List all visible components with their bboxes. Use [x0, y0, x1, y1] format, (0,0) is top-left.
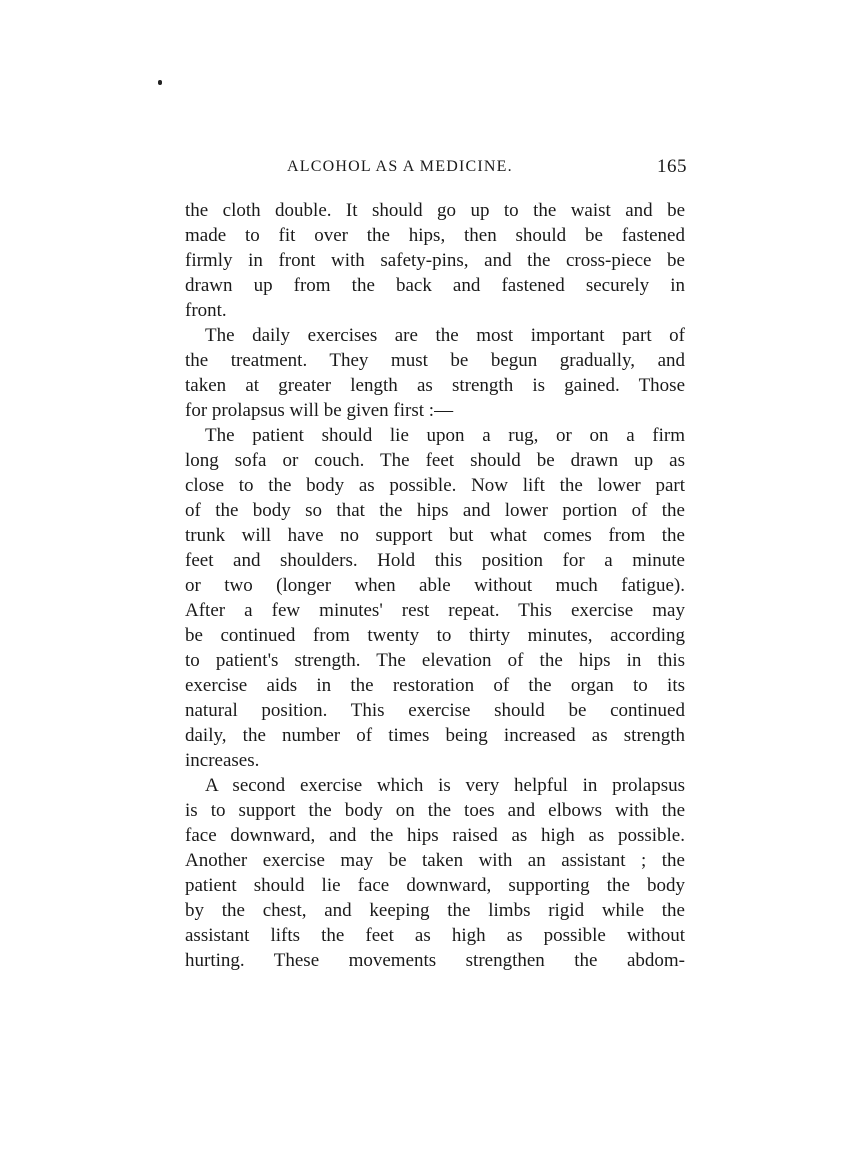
text-line: trunk will have no support but what comes from the	[185, 525, 685, 546]
running-title: ALCOHOL AS A MEDICINE.	[287, 158, 513, 175]
text-line: natural position. This exercise should be continued	[185, 700, 685, 721]
text-line: for prolapsus will be given first :—	[185, 400, 454, 421]
text-line: by the chest, and keeping the limbs rigid while the	[185, 900, 685, 921]
text-line: daily, the number of times being increased as strength	[185, 725, 685, 746]
text-line: of the body so that the hips and lower portion of the	[185, 500, 685, 521]
text-line: the cloth double. It should go up to the waist and be	[185, 200, 685, 221]
text-line: taken at greater length as strength is gained. Those	[185, 375, 685, 396]
text-line: to patient's strength. The elevation of the hips in this	[185, 650, 685, 671]
text-line: assistant lifts the feet as high as possible without	[185, 925, 685, 946]
text-line: is to support the body on the toes and elbows with the	[185, 800, 685, 821]
text-line: made to fit over the hips, then should be fastened	[185, 225, 685, 246]
text-line: be continued from twenty to thirty minutes, according	[185, 625, 685, 646]
text-line: or two (longer when able without much fatigue).	[185, 575, 685, 596]
ink-speck	[158, 80, 162, 85]
text-line: drawn up from the back and fastened securely in	[185, 275, 685, 296]
text-line: exercise aids in the restoration of the organ to its	[185, 675, 685, 696]
paragraph-first-line: A second exercise which is very helpful in prolapsus	[205, 775, 685, 796]
text-line: feet and shoulders. Hold this position for a minute	[185, 550, 685, 571]
page-number: 165	[657, 156, 687, 177]
text-line: face downward, and the hips raised as high as possible.	[185, 825, 685, 846]
text-line: patient should lie face downward, supporting the body	[185, 875, 685, 896]
body-text	[185, 198, 685, 973]
paragraph-first-line: The patient should lie upon a rug, or on a firm	[205, 425, 685, 446]
text-line: firmly in front with safety-pins, and the cross-piece be	[185, 250, 685, 271]
text-line: hurting. These movements strengthen the abdom-	[185, 950, 685, 971]
text-line: increases.	[185, 750, 260, 771]
running-head	[287, 158, 687, 182]
text-line: front.	[185, 300, 227, 321]
text-line: Another exercise may be taken with an assistant ; the	[185, 850, 685, 871]
text-line: After a few minutes' rest repeat. This exercise may	[185, 600, 685, 621]
paragraph-first-line: The daily exercises are the most important part of	[205, 325, 685, 346]
text-line: long sofa or couch. The feet should be drawn up as	[185, 450, 685, 471]
text-line: close to the body as possible. Now lift the lower part	[185, 475, 685, 496]
text-line: the treatment. They must be begun gradually, and	[185, 350, 685, 371]
